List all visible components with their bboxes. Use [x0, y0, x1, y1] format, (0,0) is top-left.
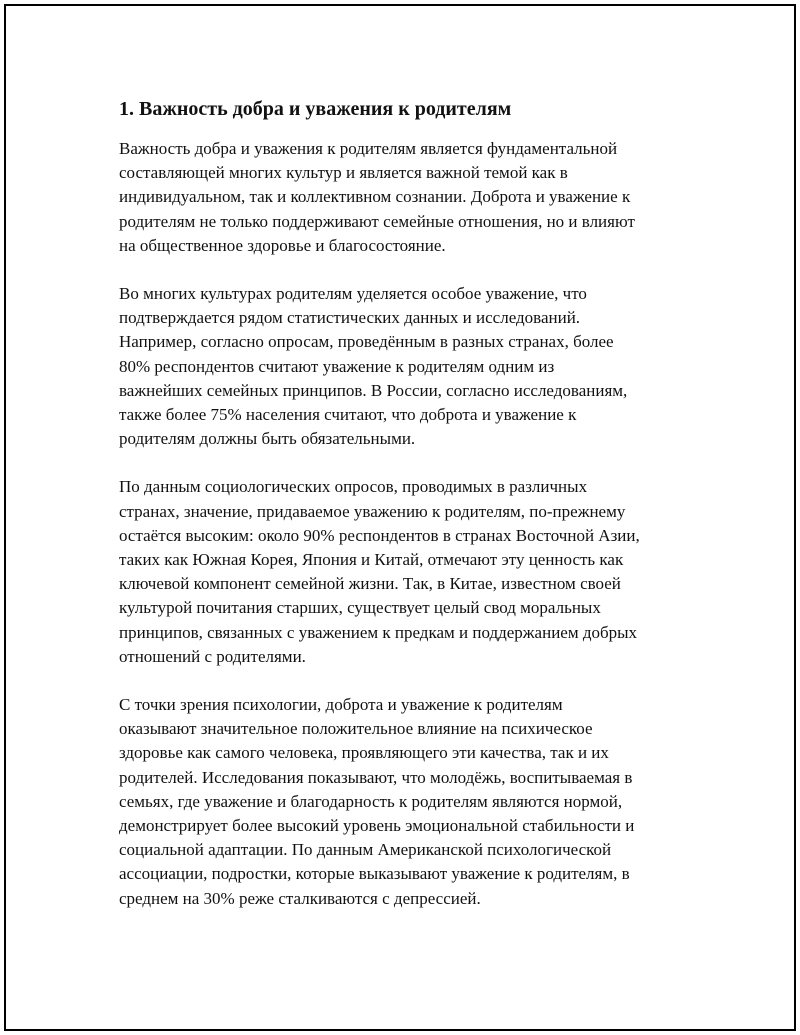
text-line: отношений с родителями.	[119, 646, 306, 666]
text-line: Во многих культурах родителям уделяется особое уважение, что	[119, 284, 587, 304]
text-line: принципов, связанных с уважением к предкам и поддержанием добрых	[119, 622, 638, 642]
text-line: родителей. Исследования показывают, что молодёжь, воспитываемая в	[119, 767, 633, 787]
text-line: оказывают значительное положительное влияние на психическое	[119, 719, 593, 739]
text-line: остаётся высоким: около 90% респондентов в странах Восточной Азии,	[119, 525, 640, 545]
text-line: составляющей многих культур и является важной темой как в	[119, 163, 568, 183]
text-line: важнейших семейных принципов. В России, согласно исследованиям,	[119, 380, 628, 400]
document-page	[4, 4, 796, 1031]
text-line: среднем на 30% реже сталкиваются с депрессией.	[119, 888, 481, 908]
text-line: на общественное здоровье и благосостояние.	[119, 235, 446, 255]
text-line: демонстрирует более высокий уровень эмоциональной стабильности и	[119, 816, 635, 836]
text-line: здоровье как самого человека, проявляющего эти качества, так и их	[119, 743, 609, 763]
text-line: семьях, где уважение и благодарность к родителям являются нормой,	[119, 791, 623, 811]
document-content	[119, 97, 699, 935]
text-line: таких как Южная Корея, Япония и Китай, отмечают эту ценность как	[119, 550, 624, 570]
text-line: странах, значение, придаваемое уважению к родителям, по-прежнему	[119, 501, 626, 521]
paragraph-3	[119, 475, 699, 669]
paragraph-1	[119, 137, 699, 258]
text-line: ассоциации, подростки, которые выказывают уважение к родителям, в	[119, 864, 630, 884]
text-line: подтверждается рядом статистических данных и исследований.	[119, 308, 581, 328]
text-line: родителям должны быть обязательными.	[119, 429, 416, 449]
text-line: социальной адаптации. По данным Американской психологической	[119, 840, 612, 860]
text-line: Например, согласно опросам, проведённым в разных странах, более	[119, 332, 614, 352]
paragraph-4	[119, 693, 699, 911]
paragraph-list	[119, 137, 699, 911]
text-line: С точки зрения психологии, доброта и уважение к родителям	[119, 695, 563, 715]
text-line: родителям не только поддерживают семейные отношения, но и влияют	[119, 211, 635, 231]
text-line: 80% респондентов считают уважение к родителям одним из	[119, 356, 555, 376]
section-title: 1. Важность добра и уважения к родителям	[119, 98, 512, 120]
text-line: также более 75% населения считают, что доброта и уважение к	[119, 405, 577, 425]
text-line: Важность добра и уважения к родителям является фундаментальной	[119, 139, 618, 158]
text-line: индивидуальном, так и коллективном сознании. Доброта и уважение к	[119, 187, 631, 207]
text-line: культурой почитания старших, существует целый свод моральных	[119, 598, 601, 618]
paragraph-2	[119, 282, 699, 451]
text-line: ключевой компонент семейной жизни. Так, в Китае, известном своей	[119, 574, 621, 594]
text-line: По данным социологических опросов, проводимых в различных	[119, 477, 588, 497]
